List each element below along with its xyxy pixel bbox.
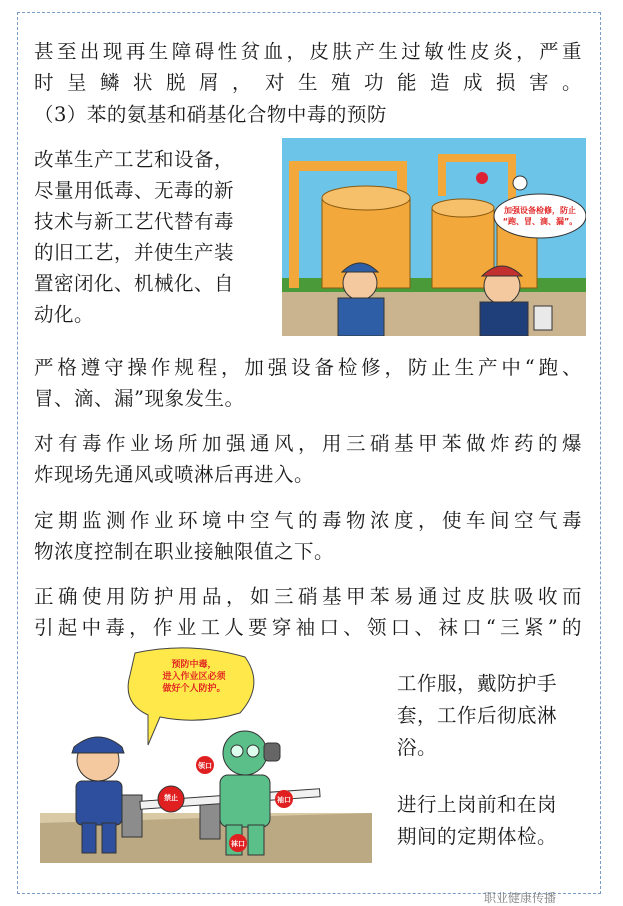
prohibit-sign-label: 禁止 xyxy=(164,794,178,802)
paragraph-line: 浴。 xyxy=(397,736,438,759)
protection-illustration xyxy=(40,645,372,863)
paragraph-line: 动化。 xyxy=(34,303,95,326)
paragraph-line: 冒、滴、漏”现象发生。 xyxy=(34,387,245,410)
paragraph-line: 工作服，戴防护手 xyxy=(397,672,558,695)
paragraph-line: 定期监测作业环境中空气的毒物浓度，使车间空气毒 xyxy=(34,509,582,532)
paragraph-line: 套，工作后彻底淋 xyxy=(397,704,558,727)
bubble-line: “跑、冒、滴、漏”。 xyxy=(502,217,578,226)
paragraph-line: 改革生产工艺和设备， xyxy=(34,148,235,171)
speech-bubble xyxy=(496,205,584,227)
paragraph-line: 物浓度控制在职业接触限值之下。 xyxy=(34,540,335,563)
paragraph-line: 置密闭化、机械化、自 xyxy=(34,272,235,295)
paragraph-line: 炸现场先通风或喷淋后再进入。 xyxy=(34,463,315,486)
paragraph-line: 引起中毒，作业工人要穿袖口、领口、袜口“三紧”的 xyxy=(34,616,582,639)
sock-tag: 袜口 xyxy=(231,840,245,848)
paragraph-line: 进行上岗前和在岗 xyxy=(397,793,558,816)
paragraph-line: 正确使用防护用品，如三硝基甲苯易通过皮肤吸收而 xyxy=(34,585,582,608)
paragraph-line: 甚至出现再生障碍性贫血，皮肤产生过敏性皮炎，严重 xyxy=(34,40,582,63)
bubble-line: 加强设备检修，防止 xyxy=(504,206,576,215)
paragraph-line: 的旧工艺，并使生产装 xyxy=(34,241,235,264)
bubble-line: 进入作业区必须 xyxy=(162,672,226,682)
paragraph-line: 对有毒作业场所加强通风，用三硝基甲苯做炸药的爆 xyxy=(34,432,582,455)
watermark: 职业健康传播 xyxy=(484,891,557,905)
paragraph-line: 期间的定期体检。 xyxy=(397,825,558,848)
section-heading: （3）苯的氨基和硝基化合物中毒的预防 xyxy=(34,103,387,126)
collar-tag: 领口 xyxy=(198,762,212,770)
speech-bubble xyxy=(132,659,256,695)
factory-illustration xyxy=(282,138,586,336)
bubble-line: 预防中毒， xyxy=(171,660,217,670)
paragraph-line: 严格遵守操作规程，加强设备检修，防止生产中“跑、 xyxy=(34,356,582,379)
bubble-line: 做好个人防护。 xyxy=(162,684,226,694)
paragraph-line: 尽量用低毒、无毒的新 xyxy=(34,179,235,202)
paragraph-line: 时呈鳞状脱屑，对生殖功能造成损害。 xyxy=(34,71,582,94)
paragraph-line: 技术与新工艺代替有毒 xyxy=(34,210,235,233)
cuff-tag: 袖口 xyxy=(277,796,291,804)
